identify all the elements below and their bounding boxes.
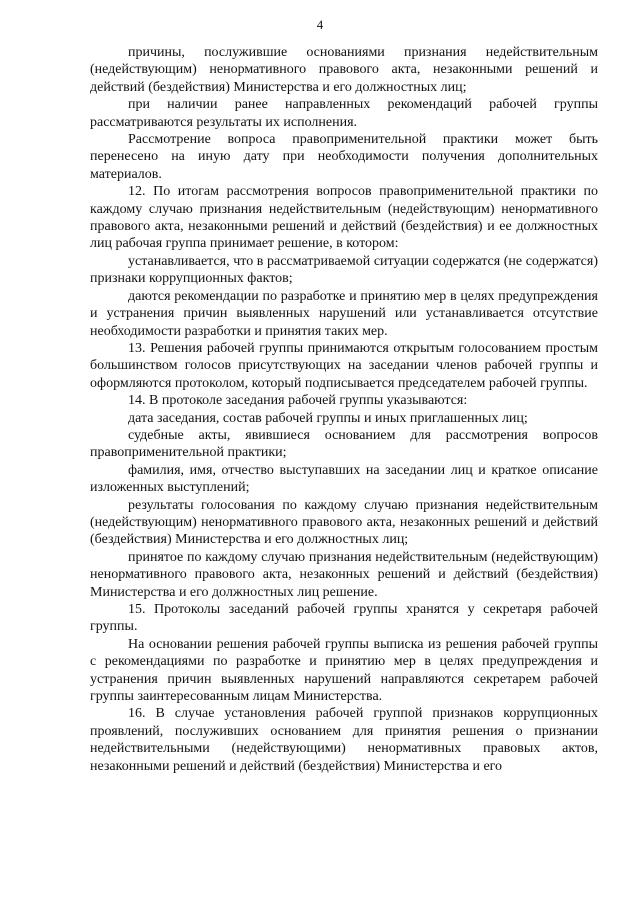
paragraph: 13. Решения рабочей группы принимаются открытым голосованием простым большинством голосов присутствующих на заседании членов рабочей группы и оформляются протоколом, который подписывается председателем рабочей группы. bbox=[90, 340, 598, 391]
paragraph: На основании решения рабочей группы выписка из решения рабочей группы с рекомендациями по разработке и принятию мер в целях предупреждения и устранения причин выявленных нарушений направляются секретарем рабочей группы заинтересованным лицам Министерства. bbox=[90, 636, 598, 705]
paragraph: принятое по каждому случаю признания недействительным (недействующим) ненормативного правового акта, незаконных решений и действий (бездействия) Министерства и его должностных лиц решение. bbox=[90, 549, 598, 600]
paragraph: при наличии ранее направленных рекомендаций рабочей группы рассматриваются результаты их исполнения. bbox=[90, 97, 598, 130]
paragraph: 12. По итогам рассмотрения вопросов правоприменительной практики по каждому случаю признания недействительным (недействующим) ненормативного правового акта, незаконными решений и действий (бездействия) и ее должностных лиц рабочая группа принимает решение, в котором: bbox=[90, 184, 598, 252]
paragraph: 16. В случае установления рабочей группой признаков коррупционных проявлений, послуживших основанием для принятия решения о признании недействительными (недействующими) ненормативных правовых актов, незаконными решений и действий (бездействия) Министерства и его bbox=[90, 706, 598, 774]
paragraph: Рассмотрение вопроса правоприменительной практики может быть перенесено на иную дату при необходимости получения дополнительных материалов. bbox=[90, 132, 598, 182]
paragraph: устанавливается, что в рассматриваемой ситуации содержатся (не содержатся) признаки коррупционных фактов; bbox=[90, 253, 598, 287]
paragraph: причины, послужившие основаниями признания недействительным (недействующим) ненормативного правового акта, незаконными решений и действий (бездействия) Министерства и его должностных лиц; bbox=[90, 45, 598, 95]
paragraph: 15. Протоколы заседаний рабочей группы хранятся у секретаря рабочей группы. bbox=[90, 602, 598, 635]
paragraph: судебные акты, явившиеся основанием для рассмотрения вопросов правоприменительной практики; bbox=[90, 427, 598, 461]
paragraph: фамилия, имя, отчество выступавших на заседании лиц и краткое описание изложенных выступлений; bbox=[90, 462, 598, 496]
paragraph: 14. В протоколе заседания рабочей группы указываются: bbox=[128, 393, 468, 409]
paragraph: даются рекомендации по разработке и принятию мер в целях предупреждения и устранения причин выявленных нарушений или устанавливается отсутствие необходимости разработки и принятия таких мер. bbox=[90, 288, 598, 339]
document-body bbox=[90, 44, 598, 775]
paragraph: дата заседания, состав рабочей группы и иных приглашенных лиц; bbox=[128, 410, 528, 426]
page-number: 4 bbox=[316, 17, 324, 32]
paragraph: результаты голосования по каждому случаю признания недействительным (недействующим) ненормативного правового акта, незаконных решений и действий (бездействия) Министерства и его должностных лиц; bbox=[90, 497, 598, 548]
